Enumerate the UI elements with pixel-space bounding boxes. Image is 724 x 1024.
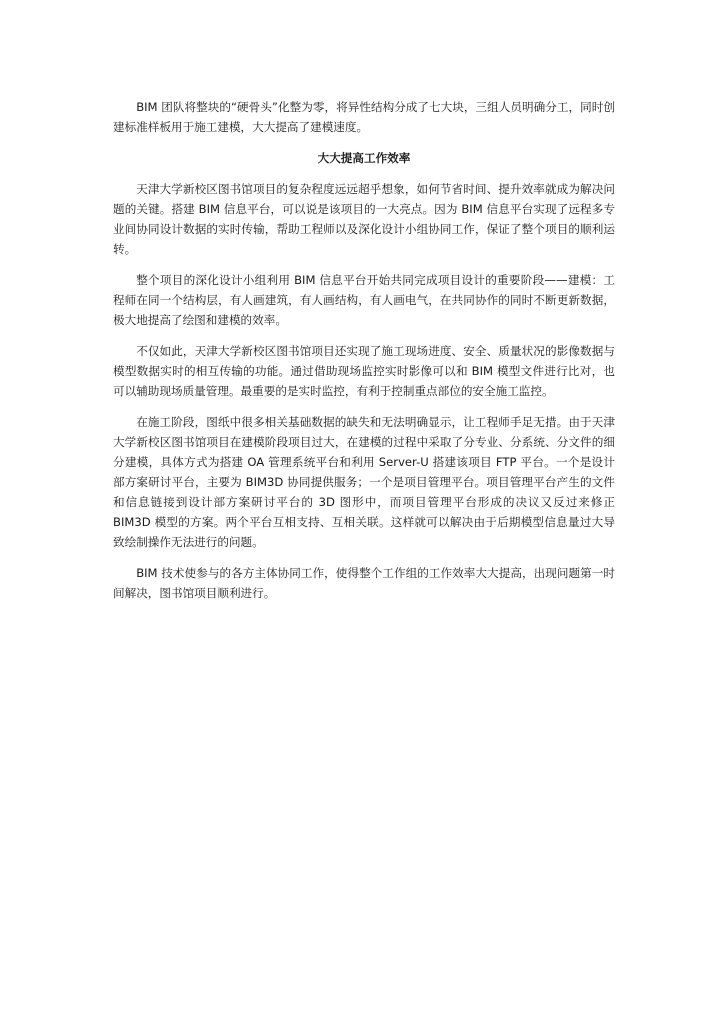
intro-paragraph: BIM 团队将整块的“硬骨头”化整为零，将异性结构分成了七大块，三组人员明确分工，同时创建标准样板用于施工建模，大大提高了建模速度。 bbox=[113, 100, 615, 134]
section-heading: 大大提高工作效率 bbox=[317, 151, 411, 165]
body-paragraph-3: 不仅如此，天津大学新校区图书馆项目还实现了施工现场进度、安全、质量状况的影像数据与模型数据实时的相互传输的功能。通过借助现场监控实时影像可以和 BIM 模型文件进行比对，也可以辅助现场质量管理。最重要的是实时监控，有利于控制重点部位的安全施工监控。 bbox=[113, 344, 615, 398]
body-paragraph-4: 在施工阶段，图纸中很多相关基础数据的缺失和无法明确显示，让工程师手足无措。由于天津大学新校区图书馆项目在建模阶段项目过大，在建模的过程中采取了分专业、分系统、分文件的细分建模，具体方式为搭建 OA 管理系统平台和利用 Server-U 搭建该项目 FTP 平台。一个是设计部方案研讨平台，主要为 BIM3D 协同提供服务；一个是项目管理平台。项目管理平台产生的文件和信息链接到设计部方案研讨平台的 3D 图形中，而项目管理平台形成的决议又反过来修正 BIM3D 模型的方案。两个平台互相支持、互相关联。这样就可以解决由于后期模型信息量过大导致绘制操作无法进行的问题。 bbox=[113, 415, 615, 549]
document-page bbox=[113, 97, 615, 614]
body-paragraph-5: BIM 技术使参与的各方主体协同工作，使得整个工作组的工作效率大大提高，出现问题第一时间解决，图书馆项目顺利进行。 bbox=[113, 566, 615, 600]
body-paragraph-2: 整个项目的深化设计小组利用 BIM 信息平台开始共同完成项目设计的重要阶段——建模：工程师在同一个结构层，有人画建筑，有人画结构，有人画电气，在共同协作的同时不断更新数据，极大地提高了绘图和建模的效率。 bbox=[113, 273, 615, 327]
body-paragraph-1: 天津大学新校区图书馆项目的复杂程度远远超乎想象，如何节省时间、提升效率就成为解决问题的关键。搭建 BIM 信息平台，可以说是该项目的一大亮点。因为 BIM 信息平台实现了远程多专业间协同设计数据的实时传输，帮助工程师以及深化设计小组协同工作，保证了整个项目的顺利运转。 bbox=[113, 182, 615, 256]
